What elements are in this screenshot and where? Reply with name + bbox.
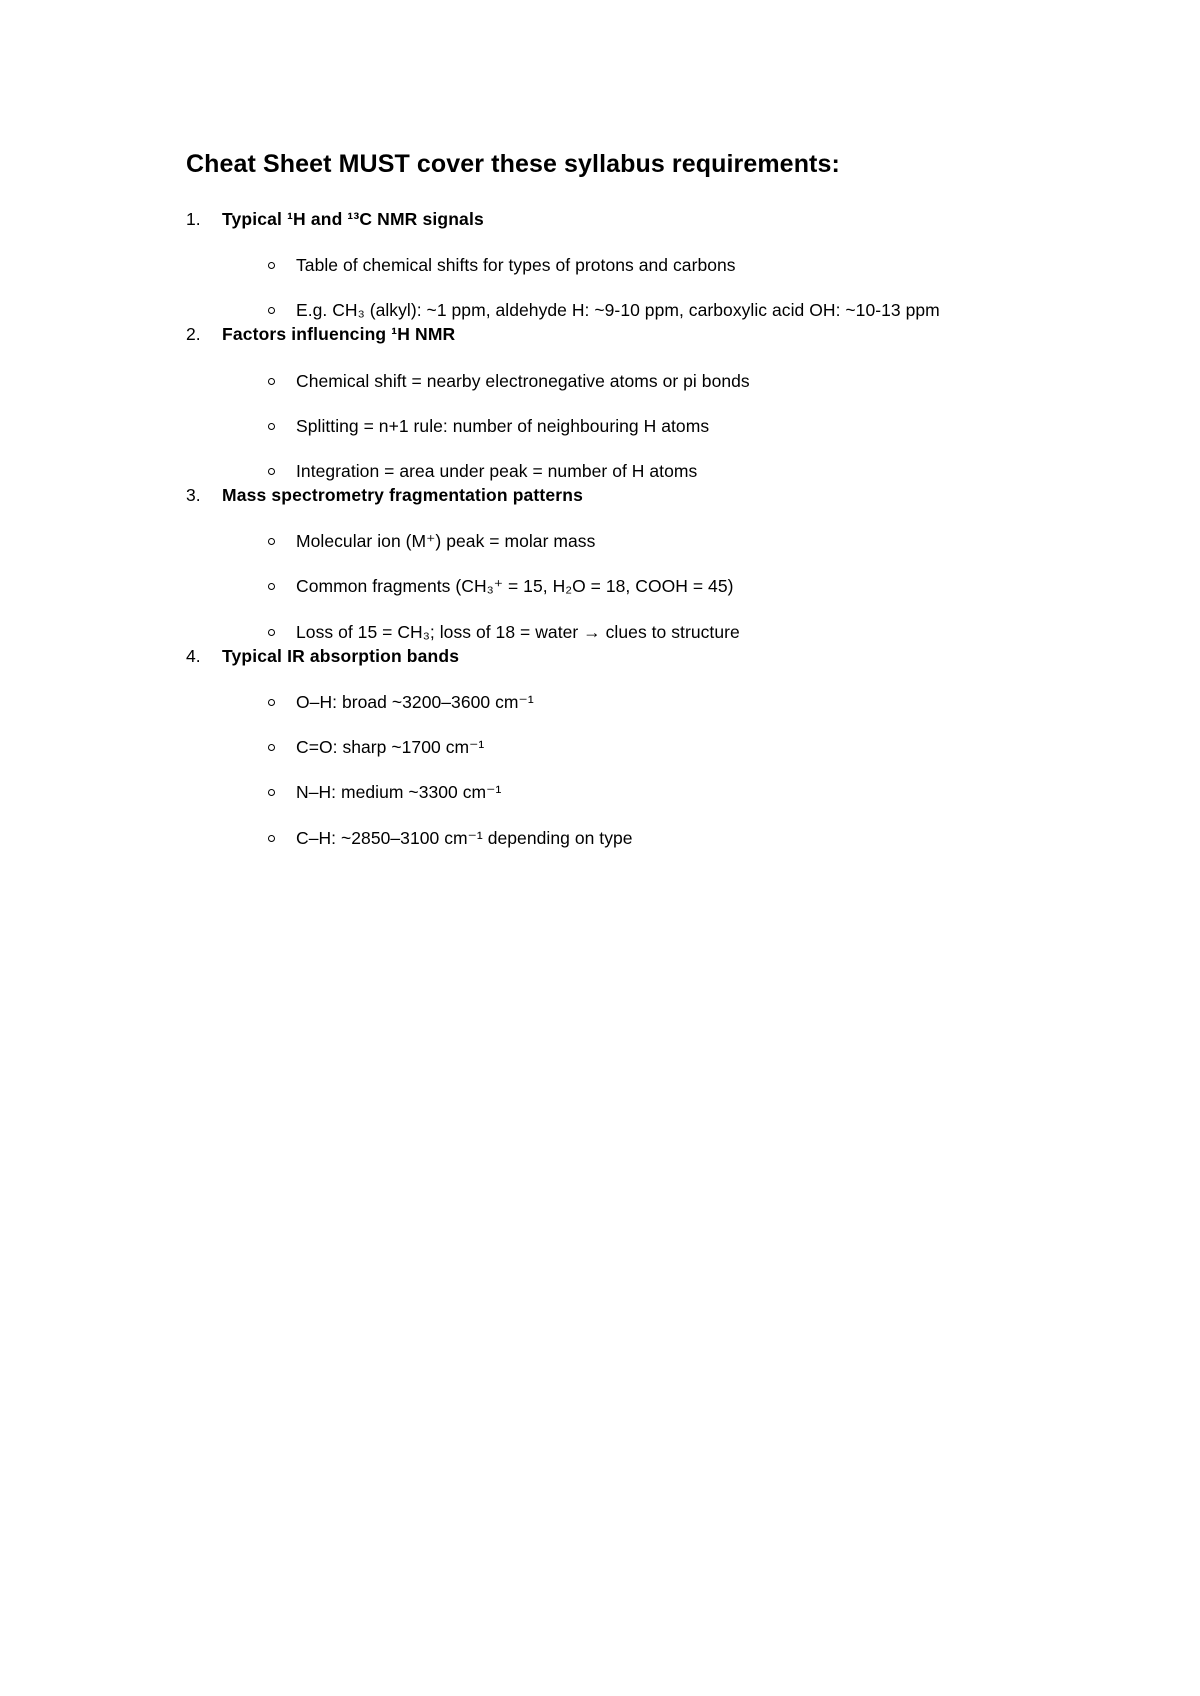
list-item-label: Loss of 15 = CH₃; loss of 18 = water → clues to structure (296, 621, 740, 642)
section-1-sublist (222, 253, 986, 322)
page-title: Cheat Sheet MUST cover these syllabus requirements: (186, 150, 840, 178)
list-item (258, 780, 986, 804)
list-item-label: Molecular ion (M⁺) peak = molar mass (296, 531, 596, 552)
list-item-label: C–H: ~2850–3100 cm⁻¹ depending on type (296, 827, 633, 848)
bullet-circle-icon (268, 629, 275, 636)
section-heading-2: Factors influencing ¹H NMR (222, 324, 456, 345)
document-content (186, 148, 986, 850)
list-item-label: E.g. CH₃ (alkyl): ~1 ppm, aldehyde H: ~9-10 ppm, carboxylic acid OH: ~10-13 ppm (296, 300, 940, 321)
list-item (258, 459, 986, 483)
bullet-circle-icon (268, 468, 275, 475)
list-item (258, 529, 986, 553)
list-item (258, 574, 986, 598)
section-4-sublist (222, 690, 986, 850)
section-item-1 (186, 207, 986, 323)
section-number-4: 4. (186, 645, 201, 666)
list-item-label: N–H: medium ~3300 cm⁻¹ (296, 782, 502, 803)
bullet-circle-icon (268, 538, 275, 545)
bullet-circle-icon (268, 699, 275, 706)
list-item (258, 253, 986, 277)
section-heading-1: Typical ¹H and ¹³C NMR signals (222, 208, 484, 229)
list-item-label: Chemical shift = nearby electronegative atoms or pi bonds (296, 370, 750, 391)
bullet-circle-icon (268, 789, 275, 796)
list-item (258, 690, 986, 714)
list-item-label: Integration = area under peak = number of H atoms (296, 460, 698, 481)
section-2-sublist (222, 369, 986, 483)
list-item-label: O–H: broad ~3200–3600 cm⁻¹ (296, 692, 534, 713)
section-heading-3: Mass spectrometry fragmentation patterns (222, 484, 583, 505)
syllabus-requirements-list (186, 207, 986, 850)
section-item-2 (186, 322, 986, 483)
section-number-2: 2. (186, 324, 201, 345)
list-item (258, 414, 986, 438)
bullet-circle-icon (268, 262, 275, 269)
list-item-label: C=O: sharp ~1700 cm⁻¹ (296, 737, 485, 758)
list-item-label: Table of chemical shifts for types of protons and carbons (296, 254, 736, 275)
list-item (258, 826, 986, 850)
section-number-1: 1. (186, 208, 201, 229)
list-item (258, 369, 986, 393)
list-item-label: Splitting = n+1 rule: number of neighbouring H atoms (296, 415, 710, 436)
bullet-circle-icon (268, 307, 275, 314)
list-item (258, 298, 986, 322)
section-item-4 (186, 644, 986, 850)
list-item-label: Common fragments (CH₃⁺ = 15, H₂O = 18, COOH = 45) (296, 576, 734, 597)
list-item (258, 735, 986, 759)
section-item-3 (186, 483, 986, 644)
bullet-circle-icon (268, 423, 275, 430)
section-heading-4: Typical IR absorption bands (222, 645, 460, 666)
bullet-circle-icon (268, 744, 275, 751)
section-number-3: 3. (186, 484, 201, 505)
section-3-sublist (222, 529, 986, 643)
bullet-circle-icon (268, 378, 275, 385)
bullet-circle-icon (268, 583, 275, 590)
list-item (258, 620, 986, 644)
bullet-circle-icon (268, 835, 275, 842)
